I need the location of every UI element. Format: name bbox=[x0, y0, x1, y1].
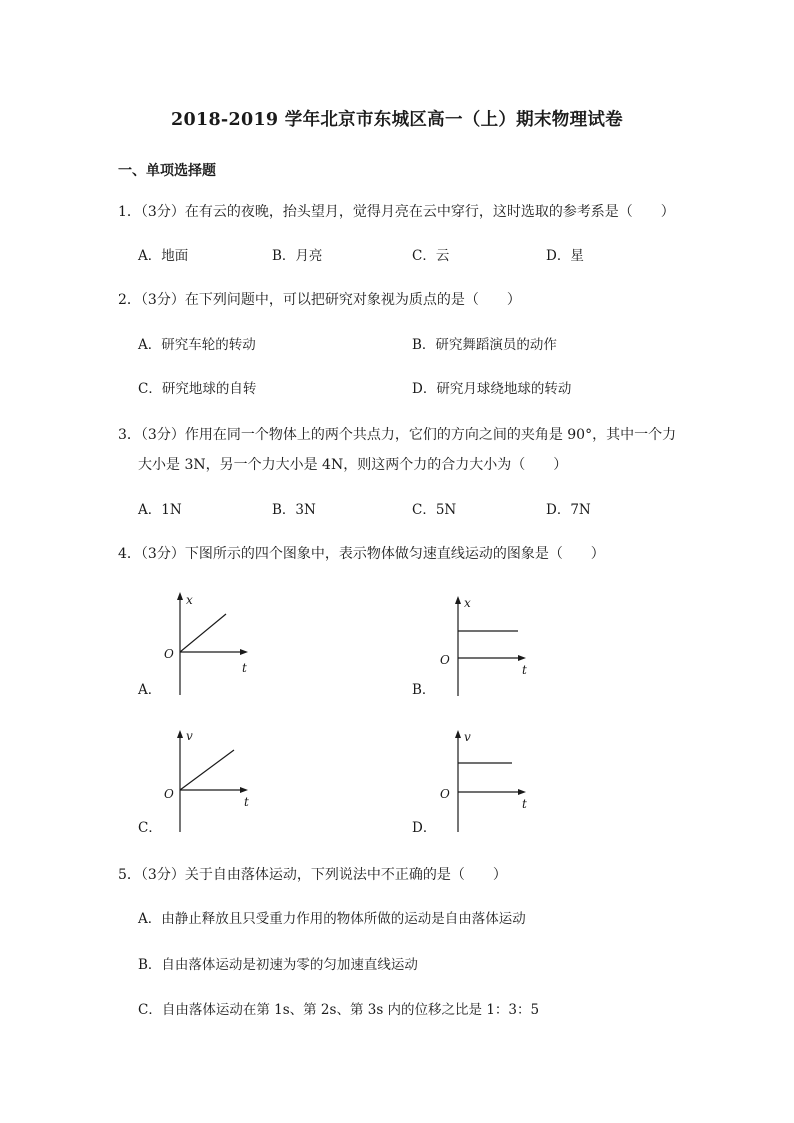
question-3-option-b: B．3N bbox=[272, 502, 316, 518]
y-axis-arrow bbox=[455, 596, 461, 604]
question-3-option-c: C．5N bbox=[412, 502, 457, 518]
x-axis-arrow bbox=[240, 649, 248, 655]
question-4-option-b: B． bbox=[412, 682, 436, 698]
question-2-stem: 2．（3分）在下列问题中，可以把研究对象视为质点的是（ ） bbox=[118, 292, 521, 308]
x-axis-arrow bbox=[240, 787, 248, 793]
question-1-option-b: B．月亮 bbox=[272, 248, 323, 264]
question-1-option-c: C．云 bbox=[412, 248, 450, 264]
origin-label: O bbox=[164, 647, 174, 661]
question-5-option-c: C．自由落体运动在第 1s、第 2s、第 3s 内的位移之比是 1：3：5 bbox=[138, 1002, 540, 1018]
origin-label: O bbox=[440, 787, 450, 801]
x-axis-label: t bbox=[522, 663, 527, 677]
origin-label: O bbox=[440, 653, 450, 667]
y-axis-label: x bbox=[464, 596, 471, 610]
question-4-stem: 4．（3分）下图所示的四个图象中，表示物体做匀速直线运动的图象是（ ） bbox=[118, 546, 605, 562]
x-axis-label: t bbox=[522, 797, 527, 811]
graph-d bbox=[438, 728, 538, 834]
y-axis-arrow bbox=[177, 730, 183, 738]
y-axis-label: x bbox=[186, 593, 193, 607]
x-axis-arrow bbox=[518, 789, 526, 795]
question-3-option-a: A．1N bbox=[138, 502, 182, 518]
question-3-option-d: D．7N bbox=[546, 502, 591, 518]
question-3-stem-line2: 大小是 3N，另一个力大小是 4N，则这两个力的合力大小为（ ） bbox=[138, 457, 568, 473]
question-5-option-a: A．由静止释放且只受重力作用的物体所做的运动是自由落体运动 bbox=[138, 911, 526, 927]
question-3-stem-line1: 3．（3分）作用在同一个物体上的两个共点力，它们的方向之间的夹角是 90°，其中一个力 bbox=[118, 427, 677, 443]
graph-a bbox=[160, 590, 260, 696]
question-2-option-b: B．研究舞蹈演员的动作 bbox=[412, 337, 557, 353]
graph-b bbox=[438, 594, 538, 700]
x-axis-label: t bbox=[242, 661, 247, 675]
graph-c bbox=[160, 728, 260, 834]
question-4-option-c: C． bbox=[138, 820, 162, 836]
x-axis-label: t bbox=[244, 795, 249, 809]
section-heading: 一、单项选择题 bbox=[118, 163, 216, 179]
question-2-option-d: D．研究月球绕地球的转动 bbox=[412, 381, 572, 397]
question-1-option-a: A．地面 bbox=[138, 248, 189, 264]
paper-title: 2018-2019 学年北京市东城区高一（上）期末物理试卷 bbox=[171, 110, 623, 130]
question-1-stem: 1．（3分）在有云的夜晚，抬头望月，觉得月亮在云中穿行，这时选取的参考系是（ ） bbox=[118, 204, 675, 220]
question-5-stem: 5．（3分）关于自由落体运动，下列说法中不正确的是（ ） bbox=[118, 867, 507, 883]
graph-line bbox=[180, 750, 234, 790]
graph-line bbox=[180, 614, 226, 652]
y-axis-arrow bbox=[455, 730, 461, 738]
y-axis-arrow bbox=[177, 592, 183, 600]
y-axis-label: v bbox=[464, 730, 471, 744]
question-4-option-a: A． bbox=[138, 682, 162, 698]
x-axis-arrow bbox=[518, 655, 526, 661]
origin-label: O bbox=[164, 787, 174, 801]
question-1-option-d: D．星 bbox=[546, 248, 584, 264]
question-4-option-d: D． bbox=[412, 820, 437, 836]
y-axis-label: v bbox=[186, 729, 193, 743]
question-5-option-b: B．自由落体运动是初速为零的匀加速直线运动 bbox=[138, 957, 418, 973]
question-2-option-c: C．研究地球的自转 bbox=[138, 381, 257, 397]
question-2-option-a: A．研究车轮的转动 bbox=[138, 337, 256, 353]
